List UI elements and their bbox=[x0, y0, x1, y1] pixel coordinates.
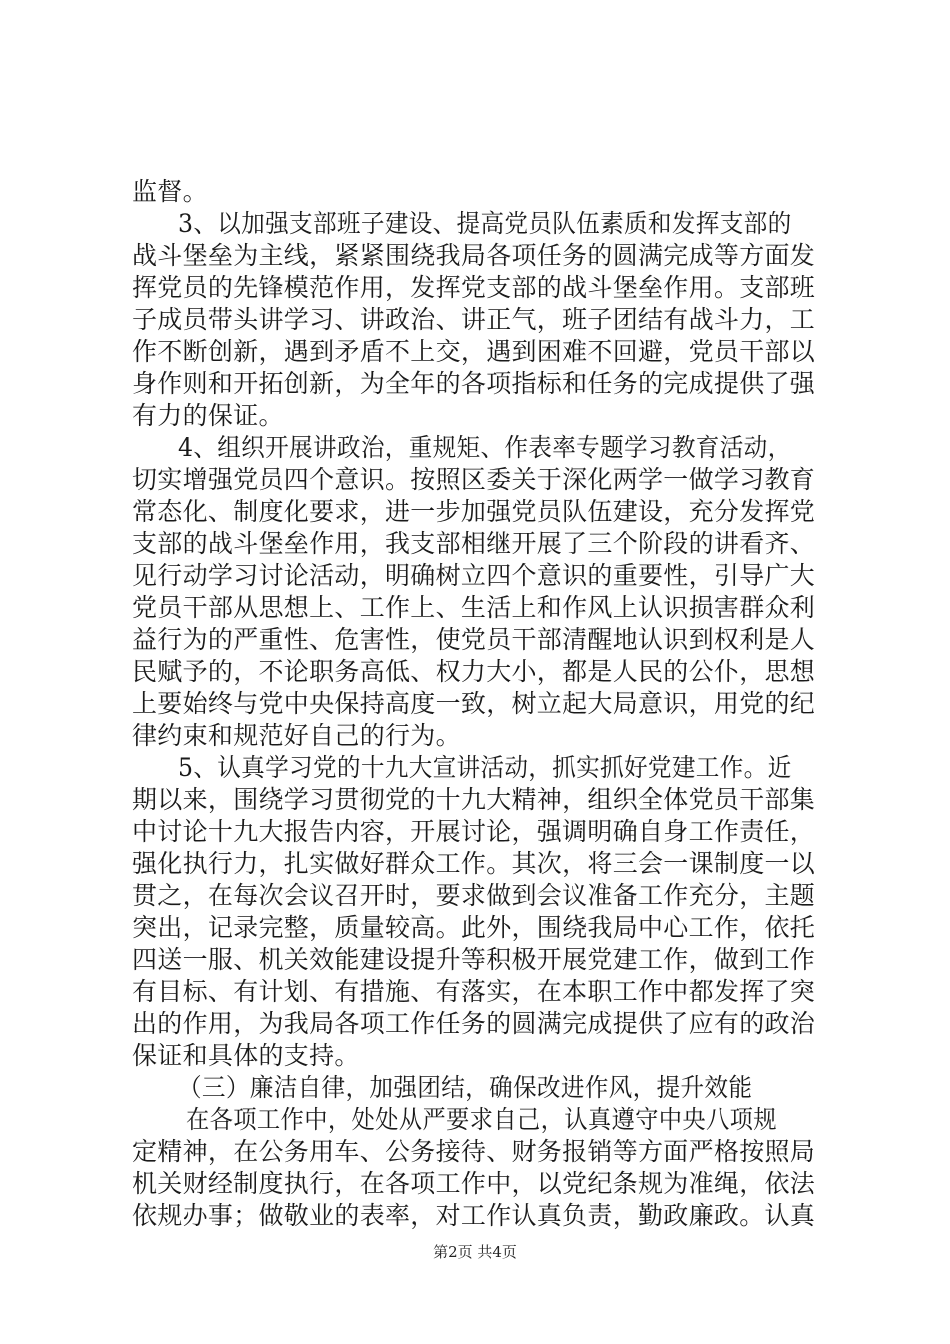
text-line: 机关财经制度执行，在各项工作中，以党纪条规为准绳，依法 bbox=[132, 1169, 816, 1198]
text-line: 战斗堡垒为主线，紧紧围绕我局各项任务的圆满完成等方面发 bbox=[132, 241, 816, 270]
paragraph-3-start: 3、以加强支部班子建设、提高党员队伍素质和发挥支部的 bbox=[178, 209, 792, 238]
text-line: 有力的保证。 bbox=[132, 401, 284, 430]
text-line: 身作则和开拓创新，为全年的各项指标和任务的完成提供了强 bbox=[132, 369, 816, 398]
text-line: 常态化、制度化要求，进一步加强党员队伍建设，充分发挥党 bbox=[132, 497, 816, 526]
text-line: 中讨论十九大报告内容，开展讨论，强调明确自身工作责任， bbox=[132, 817, 816, 846]
text-line: 有目标、有计划、有措施、有落实，在本职工作中都发挥了突 bbox=[132, 977, 816, 1006]
text-line: 作不断创新，遇到矛盾不上交，遇到困难不回避，党员干部以 bbox=[132, 337, 816, 366]
text-line: 挥党员的先锋模范作用，发挥党支部的战斗堡垒作用。支部班 bbox=[132, 273, 816, 302]
text-line: 益行为的严重性、危害性，使党员干部清醒地认识到权利是人 bbox=[132, 625, 816, 654]
text-line: 出的作用，为我局各项工作任务的圆满完成提供了应有的政治 bbox=[132, 1009, 816, 1038]
text-line: 监督。 bbox=[132, 177, 208, 206]
page-number: 第2页 共4页 bbox=[433, 1243, 517, 1261]
text-line: 党员干部从思想上、工作上、生活上和作风上认识损害群众利 bbox=[132, 593, 816, 622]
text-line: 期以来，围绕学习贯彻党的十九大精神，组织全体党员干部集 bbox=[132, 785, 816, 814]
text-line: 保证和具体的支持。 bbox=[132, 1041, 360, 1070]
text-line: 突出，记录完整，质量较高。此外，围绕我局中心工作，依托 bbox=[132, 913, 816, 942]
text-line: 民赋予的，不论职务高低、权力大小，都是人民的公仆，思想 bbox=[132, 657, 816, 686]
text-line: 律约束和规范好自己的行为。 bbox=[132, 721, 461, 750]
paragraph-5-start: 5、认真学习党的十九大宣讲活动，抓实抓好党建工作。近 bbox=[178, 753, 792, 782]
text-line: 切实增强党员四个意识。按照区委关于深化两学一做学习教育 bbox=[132, 465, 816, 494]
section-heading: （三）廉洁自律，加强团结，确保改进作风，提升效能 bbox=[178, 1073, 753, 1102]
text-line: 强化执行力，扎实做好群众工作。其次，将三会一课制度一以 bbox=[132, 849, 816, 878]
text-line: 子成员带头讲学习、讲政治、讲正气，班子团结有战斗力，工 bbox=[132, 305, 816, 334]
text-line: 贯之，在每次会议召开时，要求做到会议准备工作充分，主题 bbox=[132, 881, 816, 910]
text-line: 上要始终与党中央保持高度一致，树立起大局意识，用党的纪 bbox=[132, 689, 816, 718]
text-line: 四送一服、机关效能建设提升等积极开展党建工作，做到工作 bbox=[132, 945, 816, 974]
text-line: 支部的战斗堡垒作用，我支部相继开展了三个阶段的讲看齐、 bbox=[132, 529, 816, 558]
text-line: 定精神，在公务用车、公务接待、财务报销等方面严格按照局 bbox=[132, 1137, 816, 1166]
paragraph-4-start: 4、组织开展讲政治，重规矩、作表率专题学习教育活动， bbox=[178, 433, 792, 462]
text-line: 依规办事；做敬业的表率，对工作认真负责，勤政廉政。认真 bbox=[132, 1201, 816, 1230]
text-line: 见行动学习讨论活动，明确树立四个意识的重要性，引导广大 bbox=[132, 561, 816, 590]
paragraph-integrity-start: 在各项工作中，处处从严要求自己，认真遵守中央八项规 bbox=[186, 1105, 777, 1134]
